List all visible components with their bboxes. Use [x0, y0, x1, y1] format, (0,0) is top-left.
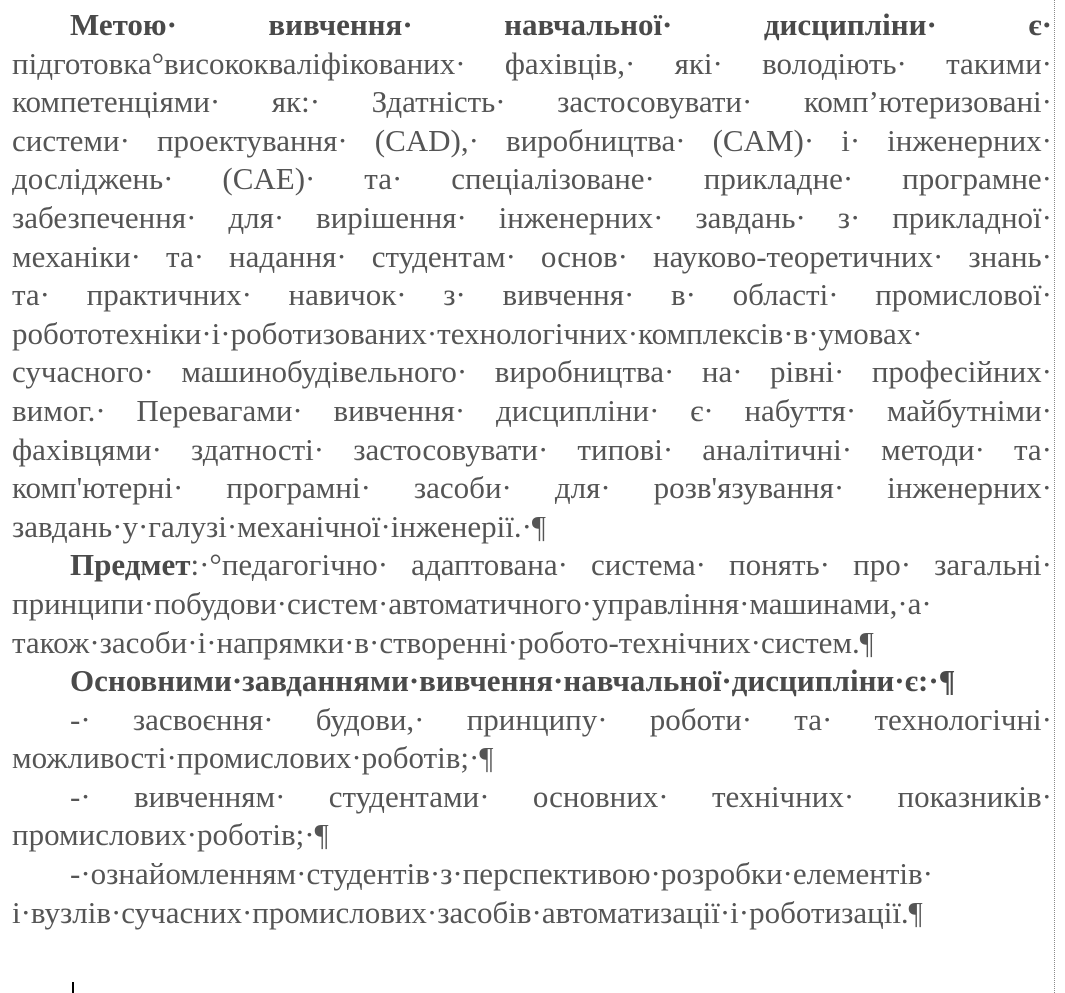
text-line [12, 122, 1052, 161]
text-line [12, 855, 1052, 894]
text-run: завдань·у·галузі·механічної·інженерії.·¶ [12, 508, 546, 544]
text-run: забезпечення· для· вирішення· інженерних· завдань· з· прикладної· [12, 199, 1052, 235]
text-run: робототехніки·і·роботизованих·технологічних·комплексів·в·умовах· [12, 315, 923, 351]
bold-run: Основними·завданнями·вивчення·навчальної·дисципліни·є:·¶ [70, 663, 956, 699]
text-line [12, 83, 1052, 122]
page-margin-guide [1054, 0, 1055, 993]
text-run: досліджень· (CAE)· та· спеціалізоване· прикладне· програмне· [12, 161, 1052, 197]
text-line [12, 816, 1052, 855]
bold-run: Предмет [70, 547, 191, 583]
text-run: промислових·роботів;·¶ [12, 817, 329, 853]
text-run: -· засвоєння· будови,· принципу· роботи· та· технологічні· [70, 701, 1052, 737]
text-line [12, 778, 1052, 817]
document-body[interactable] [12, 6, 1052, 932]
text-line [12, 6, 1052, 45]
text-line [12, 624, 1052, 663]
text-line [12, 546, 1052, 585]
text-line [12, 353, 1052, 392]
text-line [12, 894, 1052, 933]
text-cursor [72, 982, 74, 993]
text-run: -· вивченням· студентами· основних· технічних· показників· [70, 778, 1052, 814]
text-run: комп'ютерні· програмні· засоби· для· розв'язування· інженерних· [12, 470, 1052, 506]
text-run: підготовка°висококваліфікованих· фахівців,· які· володіють· такими· [12, 45, 1052, 81]
text-run: компетенціями· як:· Здатність· застосовувати· комп’ютеризовані· [12, 84, 1052, 120]
text-line [12, 585, 1052, 624]
text-line [12, 238, 1052, 277]
text-run: вимог.· Перевагами· вивчення· дисципліни· є· набуття· майбутніми· [12, 392, 1052, 428]
text-run: та· практичних· навичок· з· вивчення· в· області· промислової· [12, 277, 1052, 313]
bold-run: Метою· вивчення· навчальної· дисципліни· є· [70, 7, 1052, 42]
text-run: також·засоби·і·напрямки·в·створенні·робото-технічних·систем.¶ [12, 624, 874, 660]
text-run: фахівцями· здатності· застосовувати· типові· аналітичні· методи· та· [12, 431, 1052, 467]
text-line [12, 469, 1052, 508]
text-line [12, 276, 1052, 315]
text-run: і·вузлів·сучасних·промислових·засобів·автоматизації·і·роботизації.¶ [12, 894, 923, 930]
text-run: системи· проектування· (CAD),· виробництва· (CAM)· і· інженерних· [12, 122, 1052, 158]
text-line [12, 662, 1052, 701]
text-run: механіки· та· надання· студентам· основ· науково-теоретичних· знань· [12, 238, 1052, 274]
text-line [12, 160, 1052, 199]
text-run: можливості·промислових·роботів;·¶ [12, 740, 494, 776]
text-line [12, 45, 1052, 84]
text-run: принципи·побудови·систем·автоматичного·управління·машинами,·а· [12, 585, 932, 621]
text-line [12, 315, 1052, 354]
text-line [12, 199, 1052, 238]
text-line [12, 701, 1052, 740]
text-line [12, 392, 1052, 431]
text-run: -·ознайомленням·студентів·з·перспективою·розробки·елементів· [70, 856, 933, 892]
text-line [12, 739, 1052, 778]
text-line [12, 431, 1052, 470]
text-run: сучасного· машинобудівельного· виробництва· на· рівні· професійних· [12, 354, 1052, 390]
text-run: :·°педагогічно· адаптована· система· понять· про· загальні· [190, 547, 1052, 583]
text-line [12, 508, 1052, 547]
